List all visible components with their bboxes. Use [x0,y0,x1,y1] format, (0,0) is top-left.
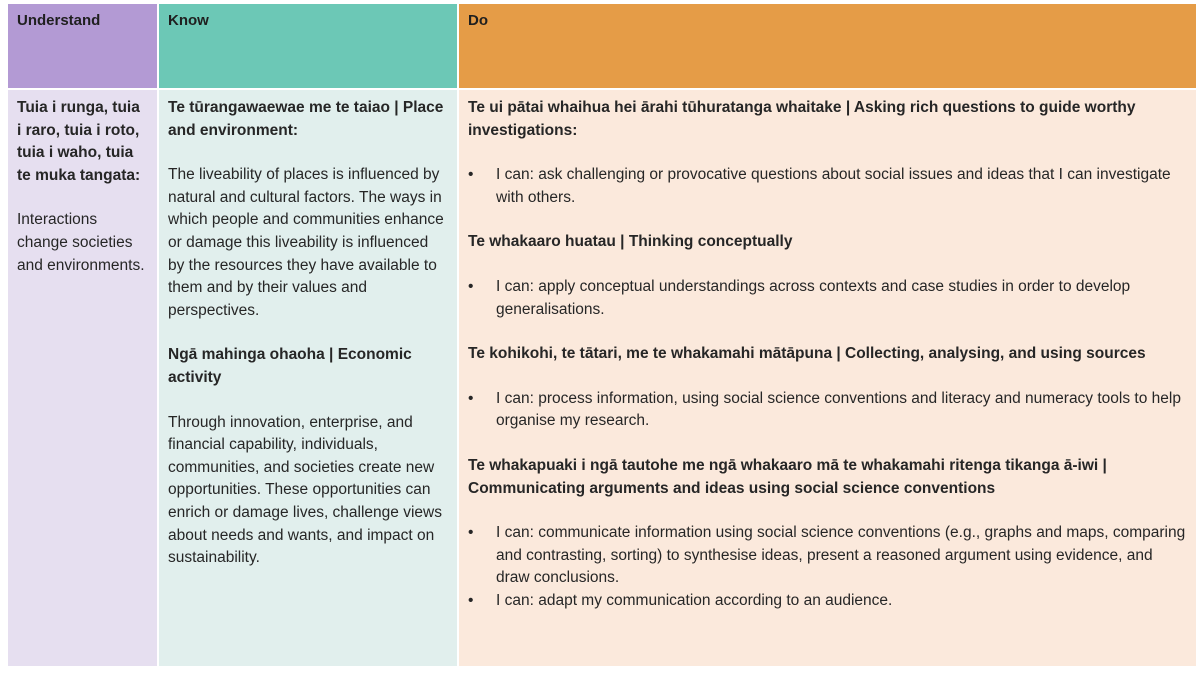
understand-title: Tuia i runga, tuia i raro, tuia i roto, tuia i waho, tuia te muka tangata: [17,99,141,184]
bullet-item [468,388,1187,433]
know-section-title: Ngā mahinga ohaoha | Economic activity [168,346,412,386]
do-section [468,343,1187,433]
bullet-text: I can: apply conceptual understandings across contexts and case studies in order to develop generalisations. [496,277,1131,318]
know-section-body: Through innovation, enterprise, and financial capability, individuals, communities, and societies create new opportunities. These opportunities can enrich or damage lives, challenge views about needs and wants, and impact on sustainability. [168,413,442,567]
understand-body: Interactions change societies and environments. [17,211,145,274]
bullet-icon: • [468,277,474,295]
bullet-icon: • [468,524,474,542]
know-cell [159,90,459,666]
bullet-item [468,164,1187,209]
header-know: Know [159,4,459,90]
bullet-item [468,590,1187,613]
bullet-list [468,522,1187,612]
do-section [468,231,1187,321]
do-section [468,97,1187,209]
bullet-item [468,276,1187,321]
bullet-text: I can: adapt my communication according to an audience. [496,591,893,609]
bullet-icon: • [468,166,474,184]
understand-cell [8,90,159,666]
do-section [468,455,1187,613]
do-section-title: Te whakaaro huatau | Thinking conceptually [468,233,793,251]
header-understand: Understand [8,4,159,90]
bullet-icon: • [468,591,474,609]
bullet-item [468,522,1187,590]
bullet-text: I can: process information, using social science conventions and literacy and numeracy tools to help organise my research. [496,389,1181,430]
bullet-text: I can: ask challenging or provocative questions about social issues and ideas that I can investigate with others. [496,166,1171,206]
curriculum-table [8,4,1196,666]
bullet-icon: • [468,389,474,407]
know-section-title: Te tūrangawaewae me te taiao | Place and environment: [168,99,444,139]
bullet-list [468,164,1187,209]
do-section-title: Te kohikohi, te tātari, me te whakamahi mātāpuna | Collecting, analysing, and using sources [468,345,1146,363]
bullet-list [468,276,1187,321]
do-cell [459,90,1196,666]
do-section-title: Te ui pātai whaihua hei ārahi tūhuratanga whaitake | Asking rich questions to guide worthy investigations: [468,99,1136,139]
do-section-title: Te whakapuaki i ngā tautohe me ngā whakaaro mā te whakamahi ritenga tikanga ā-iwi | Communicating arguments and ideas using social science conventions [468,456,1107,497]
bullet-text: I can: communicate information using social science conventions (e.g., graphs and maps, comparing and contrasting, sorting) to synthesise ideas, present a reasoned argument using evidence, and draw conclusions. [496,524,1186,587]
bullet-list [468,388,1187,433]
header-do: Do [459,4,1196,90]
know-section-body: The liveability of places is influenced by natural and cultural factors. The ways in which people and communities enhance or damage this liveability is influenced by the resources they have available to them and by their values and perspectives. [168,166,444,319]
